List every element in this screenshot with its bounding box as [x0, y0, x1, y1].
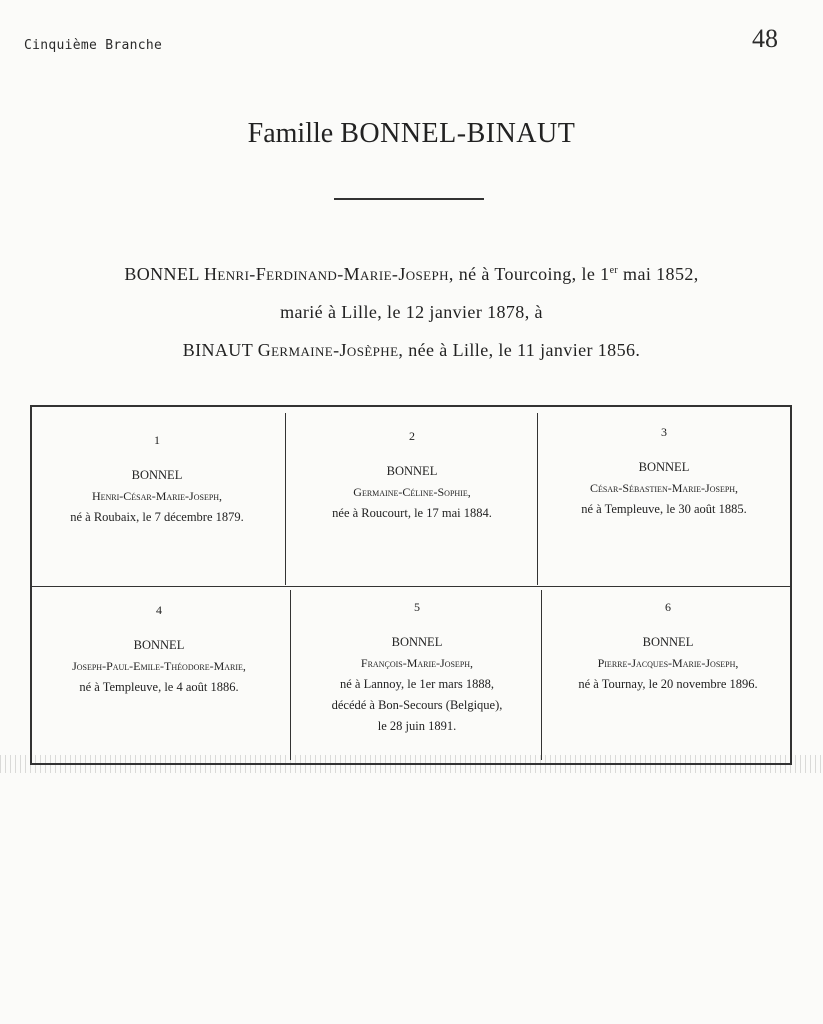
father-given-names: Henri-Ferdinand-Marie-Joseph	[203, 264, 449, 284]
child-cell	[32, 600, 286, 698]
child-detail: né à Templeuve, le 4 août 1886.	[79, 680, 239, 694]
mother-surname: BINAUT	[182, 340, 253, 360]
child-cell	[290, 597, 544, 737]
child-cell	[541, 597, 795, 695]
intro-line-2: marié à Lille, le 12 janvier 1878, à	[280, 302, 543, 322]
intro-line-3	[0, 340, 823, 361]
child-detail: né à Templeuve, le 30 août 1885.	[581, 502, 747, 516]
child-number: 1	[154, 433, 160, 447]
child-cell	[30, 430, 284, 528]
father-surname: BONNEL	[124, 264, 200, 284]
child-detail: né à Roubaix, le 7 décembre 1879.	[70, 510, 244, 524]
table-row-divider	[30, 586, 792, 587]
branch-label: Cinquième Branche	[24, 38, 163, 53]
scan-speckle	[0, 755, 823, 773]
child-surname: BONNEL	[133, 638, 185, 652]
child-given-names: Joseph-Paul-Emile-Théodore-Marie,	[72, 659, 246, 673]
page-title	[0, 118, 823, 150]
child-surname: BONNEL	[391, 635, 443, 649]
child-number: 3	[661, 425, 667, 439]
page-number: 48	[752, 24, 778, 53]
child-detail: né à Tournay, le 20 novembre 1896.	[578, 677, 758, 691]
child-cell	[537, 422, 791, 520]
intro-line-1	[0, 264, 823, 285]
child-detail: décédé à Bon-Secours (Belgique),	[331, 698, 503, 712]
child-given-names: François-Marie-Joseph,	[360, 656, 474, 670]
child-given-names: Germaine-Céline-Sophie,	[353, 485, 471, 499]
child-number: 2	[409, 429, 415, 443]
child-surname: BONNEL	[386, 464, 438, 478]
child-given-names: Pierre-Jacques-Marie-Joseph,	[597, 656, 739, 670]
child-given-names: César-Sébastien-Marie-Joseph,	[589, 481, 739, 495]
child-surname: BONNEL	[638, 460, 690, 474]
title-surname: BONNEL-BINAUT	[340, 118, 576, 149]
child-surname: BONNEL	[131, 468, 183, 482]
mother-birth: , née à Lille, le 11 janvier 1856.	[398, 340, 641, 360]
child-given-names: Henri-César-Marie-Joseph,	[91, 489, 223, 503]
child-surname: BONNEL	[642, 635, 694, 649]
title-prefix: Famille	[247, 118, 334, 149]
child-number: 5	[414, 600, 420, 614]
child-detail: née à Roucourt, le 17 mai 1884.	[332, 506, 492, 520]
father-birth-pre: , né à Tourcoing, le 1	[448, 264, 610, 284]
mother-given-names: Germaine-Josèphe	[257, 340, 399, 360]
child-cell	[285, 426, 539, 524]
child-detail: né à Lannoy, le 1er mars 1888,	[340, 677, 494, 691]
child-number: 4	[156, 603, 162, 617]
child-detail: le 28 juin 1891.	[377, 719, 457, 733]
father-birth-sup: er	[609, 265, 619, 276]
father-birth-post: mai 1852,	[618, 264, 699, 284]
title-divider	[334, 198, 484, 200]
child-number: 6	[665, 600, 671, 614]
